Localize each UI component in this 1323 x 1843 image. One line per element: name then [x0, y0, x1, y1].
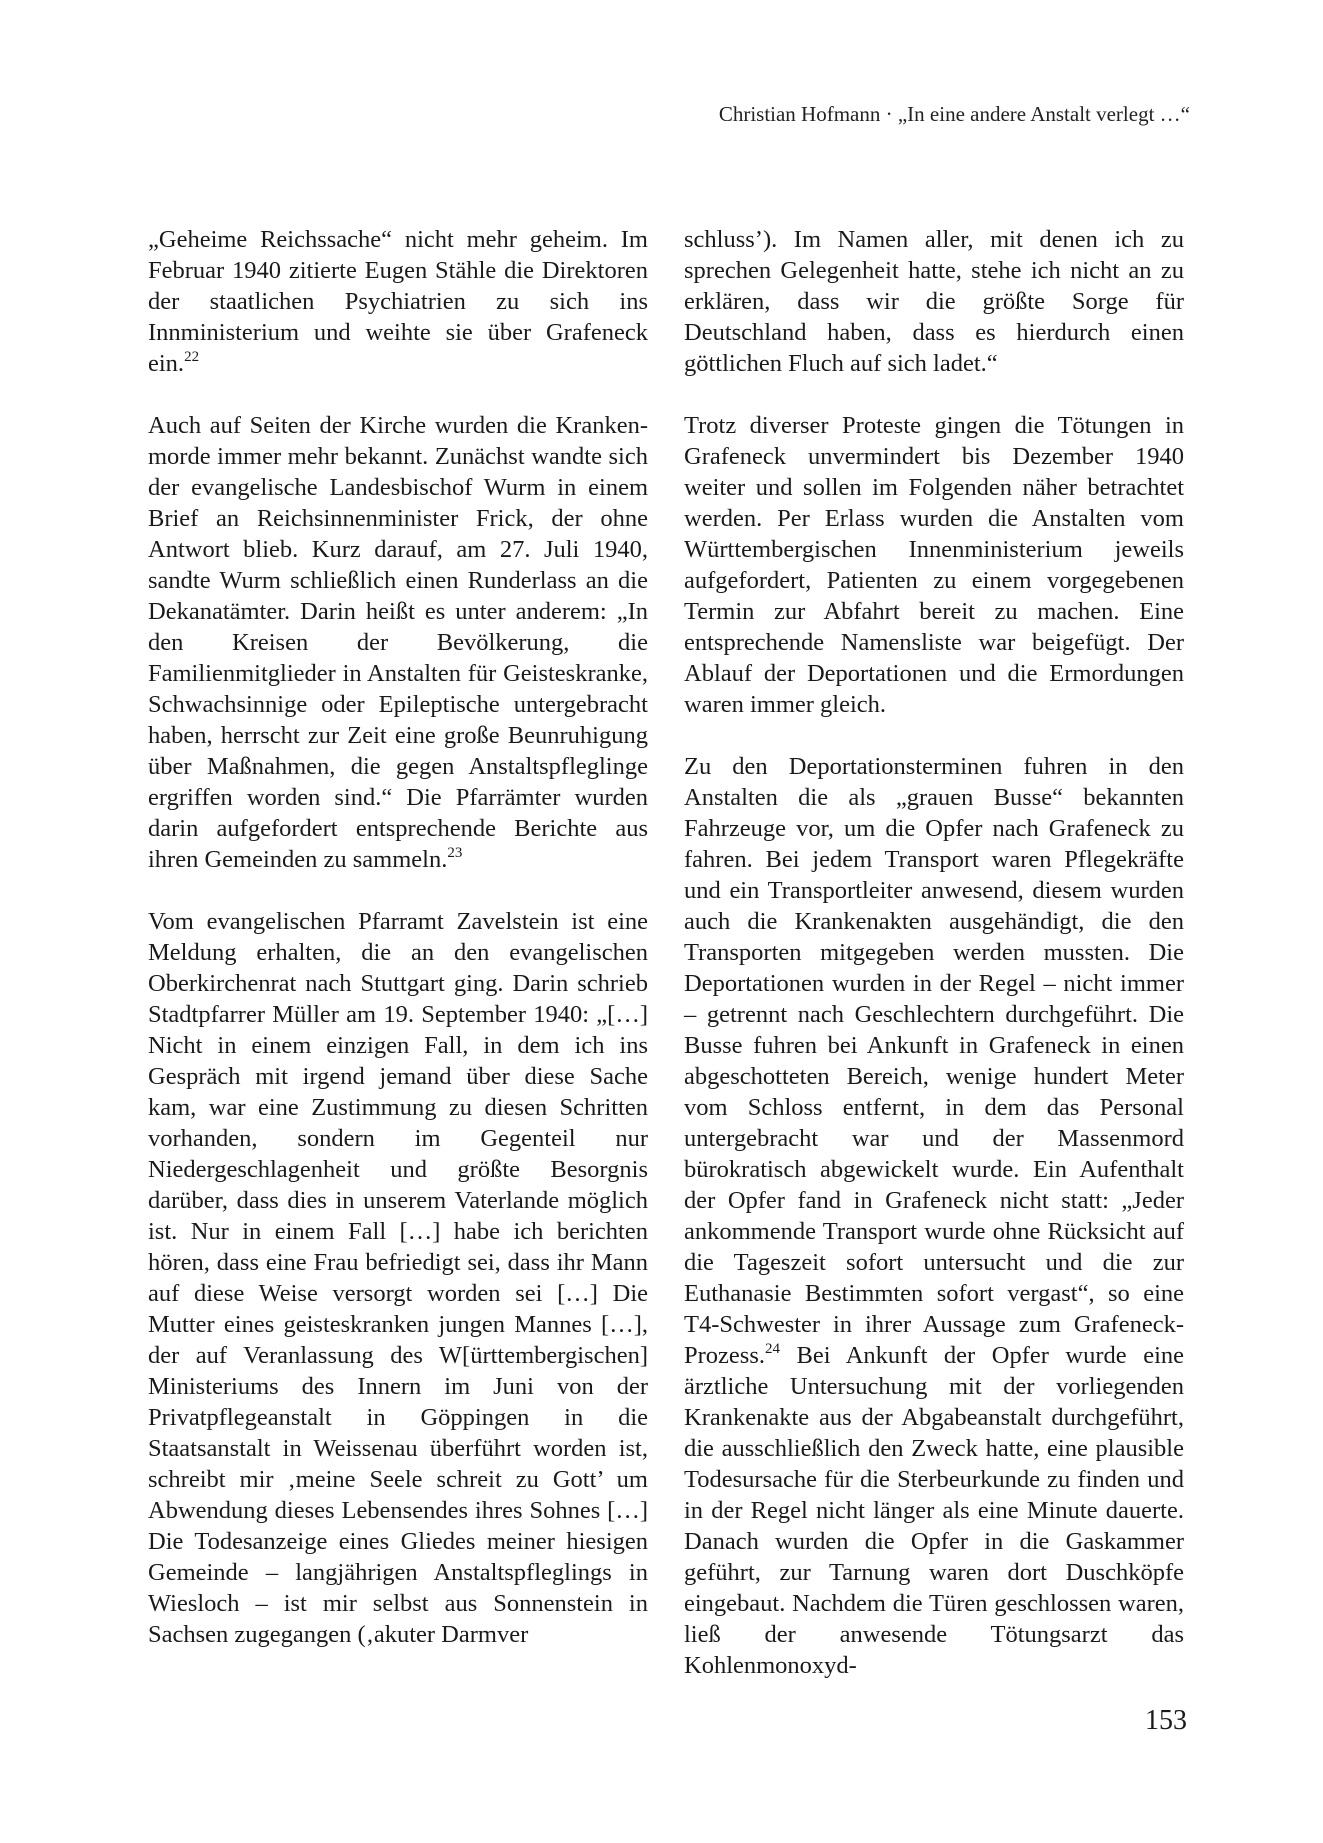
paragraph-left-2 [148, 410, 648, 875]
paragraph-text: Trotz diverser Proteste gingen die Tötungen in Grafeneck unvermindert bis Dezember 1940 weiter und sollen im Folgenden näher betrachtet werden. Per Erlass wurden die Anstalten vom Württembergischen Innenministerium jeweils aufgefordert, Patienten zu einem vorgegebenen Termin zur Abfahrt bereit zu machen. Eine entsprechende Namensliste war beigefügt. Der Ablauf der Deportationen und die Ermordungen waren immer gleich. [684, 412, 1184, 718]
paragraph-right-3 [684, 751, 1184, 1681]
paragraph-text: Auch auf Seiten der Kirche wurden die Krankenmorde immer mehr bekannt. Zunächst wandte sich der evangelische Landesbischof Wurm in einem Brief an Reichsinnenminister Frick, der ohne Antwort blieb. Kurz darauf, am 27. Juli 1940, sandte Wurm schließlich einen Runderlass an die Dekanatämter. Darin heißt es unter anderem: „In den Kreisen der Bevölkerung, die Familienmitglieder in Anstalten für Geisteskranke, Schwachsinnige oder Epileptische untergebracht haben, herrscht zur Zeit eine große Beunruhigung über Maßnahmen, die gegen Anstaltspfleglinge ergriffen worden sind.“ Die Pfarrämter wurden darin aufgefordert entsprechende Berichte aus ihren Gemeinden zu sammeln. [148, 412, 648, 873]
paragraph-text: schluss’). Im Namen aller, mit denen ich zu sprechen Gelegenheit hatte, stehe ich nicht an zu erklären, dass wir die größte Sorge für Deutschland haben, dass es hierdurch einen göttlichen Fluch auf sich ladet.“ [684, 226, 1184, 377]
paragraph-text: „Geheime Reichssache“ nicht mehr geheim. Im Februar 1940 zitierte Eugen Stähle die Direktoren der staatlichen Psychiatrien zu sich ins Innministerium und weihte sie über Grafeneck ein. [148, 226, 648, 377]
footnote-marker: 24 [764, 1341, 780, 1357]
right-column [684, 224, 1184, 1712]
page-number: 153 [1145, 1705, 1187, 1736]
paragraph-text: Bei Ankunft der Opfer wurde eine ärztliche Untersuchung mit der vorliegenden Krankenakte aus der Abgabeanstalt durchgeführt, die ausschließlich den Zweck hatte, eine plausible Todesursache für die Sterbeurkunde zu finden und in der Regel nicht länger als eine Minute dauerte. Danach wurden die Opfer in die Gaskammer geführt, zur Tarnung waren dort Duschköpfe eingebaut. Nachdem die Türen geschlossen waren, ließ der anwesende Tötungsarzt das Kohlenmonoxyd- [684, 1342, 1184, 1679]
paragraph-left-3 [148, 906, 648, 1650]
paragraph-right-1 [684, 224, 1184, 379]
paragraph-text: Vom evangelischen Pfarramt Zavelstein ist eine Meldung erhalten, die an den evangelischen Oberkirchenrat nach Stuttgart ging. Darin schrieb Stadtpfarrer Müller am 19. September 1940: „[…] Nicht in einem einzigen Fall, in dem ich ins Gespräch mit irgend jemand über diese Sache kam, war eine Zustimmung zu diesen Schritten vorhanden, sondern im Gegenteil nur Niedergeschlagenheit und größte Besorgnis darüber, dass dies in unserem Vaterlande möglich ist. Nur in einem Fall […] habe ich berichten hören, dass eine Frau befriedigt sei, dass ihr Mann auf diese Weise versorgt worden sei […] Die Mutter eines geisteskranken jungen Mannes […], der auf Veranlassung des W[ürttembergischen] Ministeriums des Innern im Juni von der Privatpflegeanstalt in Göppingen in die Staatsanstalt in Weissenau überführt worden ist, schreibt mir ‚meine Seele schreit zu Gott’ um Abwendung dieses Lebensendes ihres Sohnes […] Die Todesanzeige eines Gliedes meiner hiesigen Gemeinde – langjährigen Anstaltspfleglings in Wiesloch – ist mir selbst aus Sonnenstein in Sachsen zugegangen (‚akuter Darmver [148, 908, 648, 1648]
footnote-marker: 23 [447, 845, 463, 861]
left-column [148, 224, 648, 1681]
paragraph-text: Zu den Deportationsterminen fuhren in den Anstalten die als „grauen Busse“ bekannten Fahrzeuge vor, um die Opfer nach Grafeneck zu fahren. Bei jedem Transport waren Pflegekräfte und ein Transportleiter anwesend, diesem wurden auch die Krankenakten ausgehändigt, die den Transporten mitgegeben werden mussten. Die Deportationen wurden in der Regel – nicht immer – getrennt nach Geschlechtern durchgeführt. Die Busse fuhren bei Ankunft in Grafeneck in einen abgeschotteten Bereich, wenige hundert Meter vom Schloss entfernt, in dem das Personal untergebracht war und der Massenmord bürokratisch abgewickelt wurde. Ein Aufenthalt der Opfer fand in Grafeneck nicht statt: „Jeder ankommende Transport wurde ohne Rücksicht auf die Tageszeit sofort untersucht und die zur Euthanasie Bestimmten sofort vergast“, so eine T4-Schwester in ihrer Aussage zum Grafeneck-Prozess. [684, 753, 1184, 1369]
paragraph-left-1 [148, 224, 648, 379]
running-head: Christian Hofmann · „In eine andere Anstalt verlegt …“ [718, 102, 1190, 126]
paragraph-right-2 [684, 410, 1184, 720]
footnote-marker: 22 [184, 349, 200, 365]
